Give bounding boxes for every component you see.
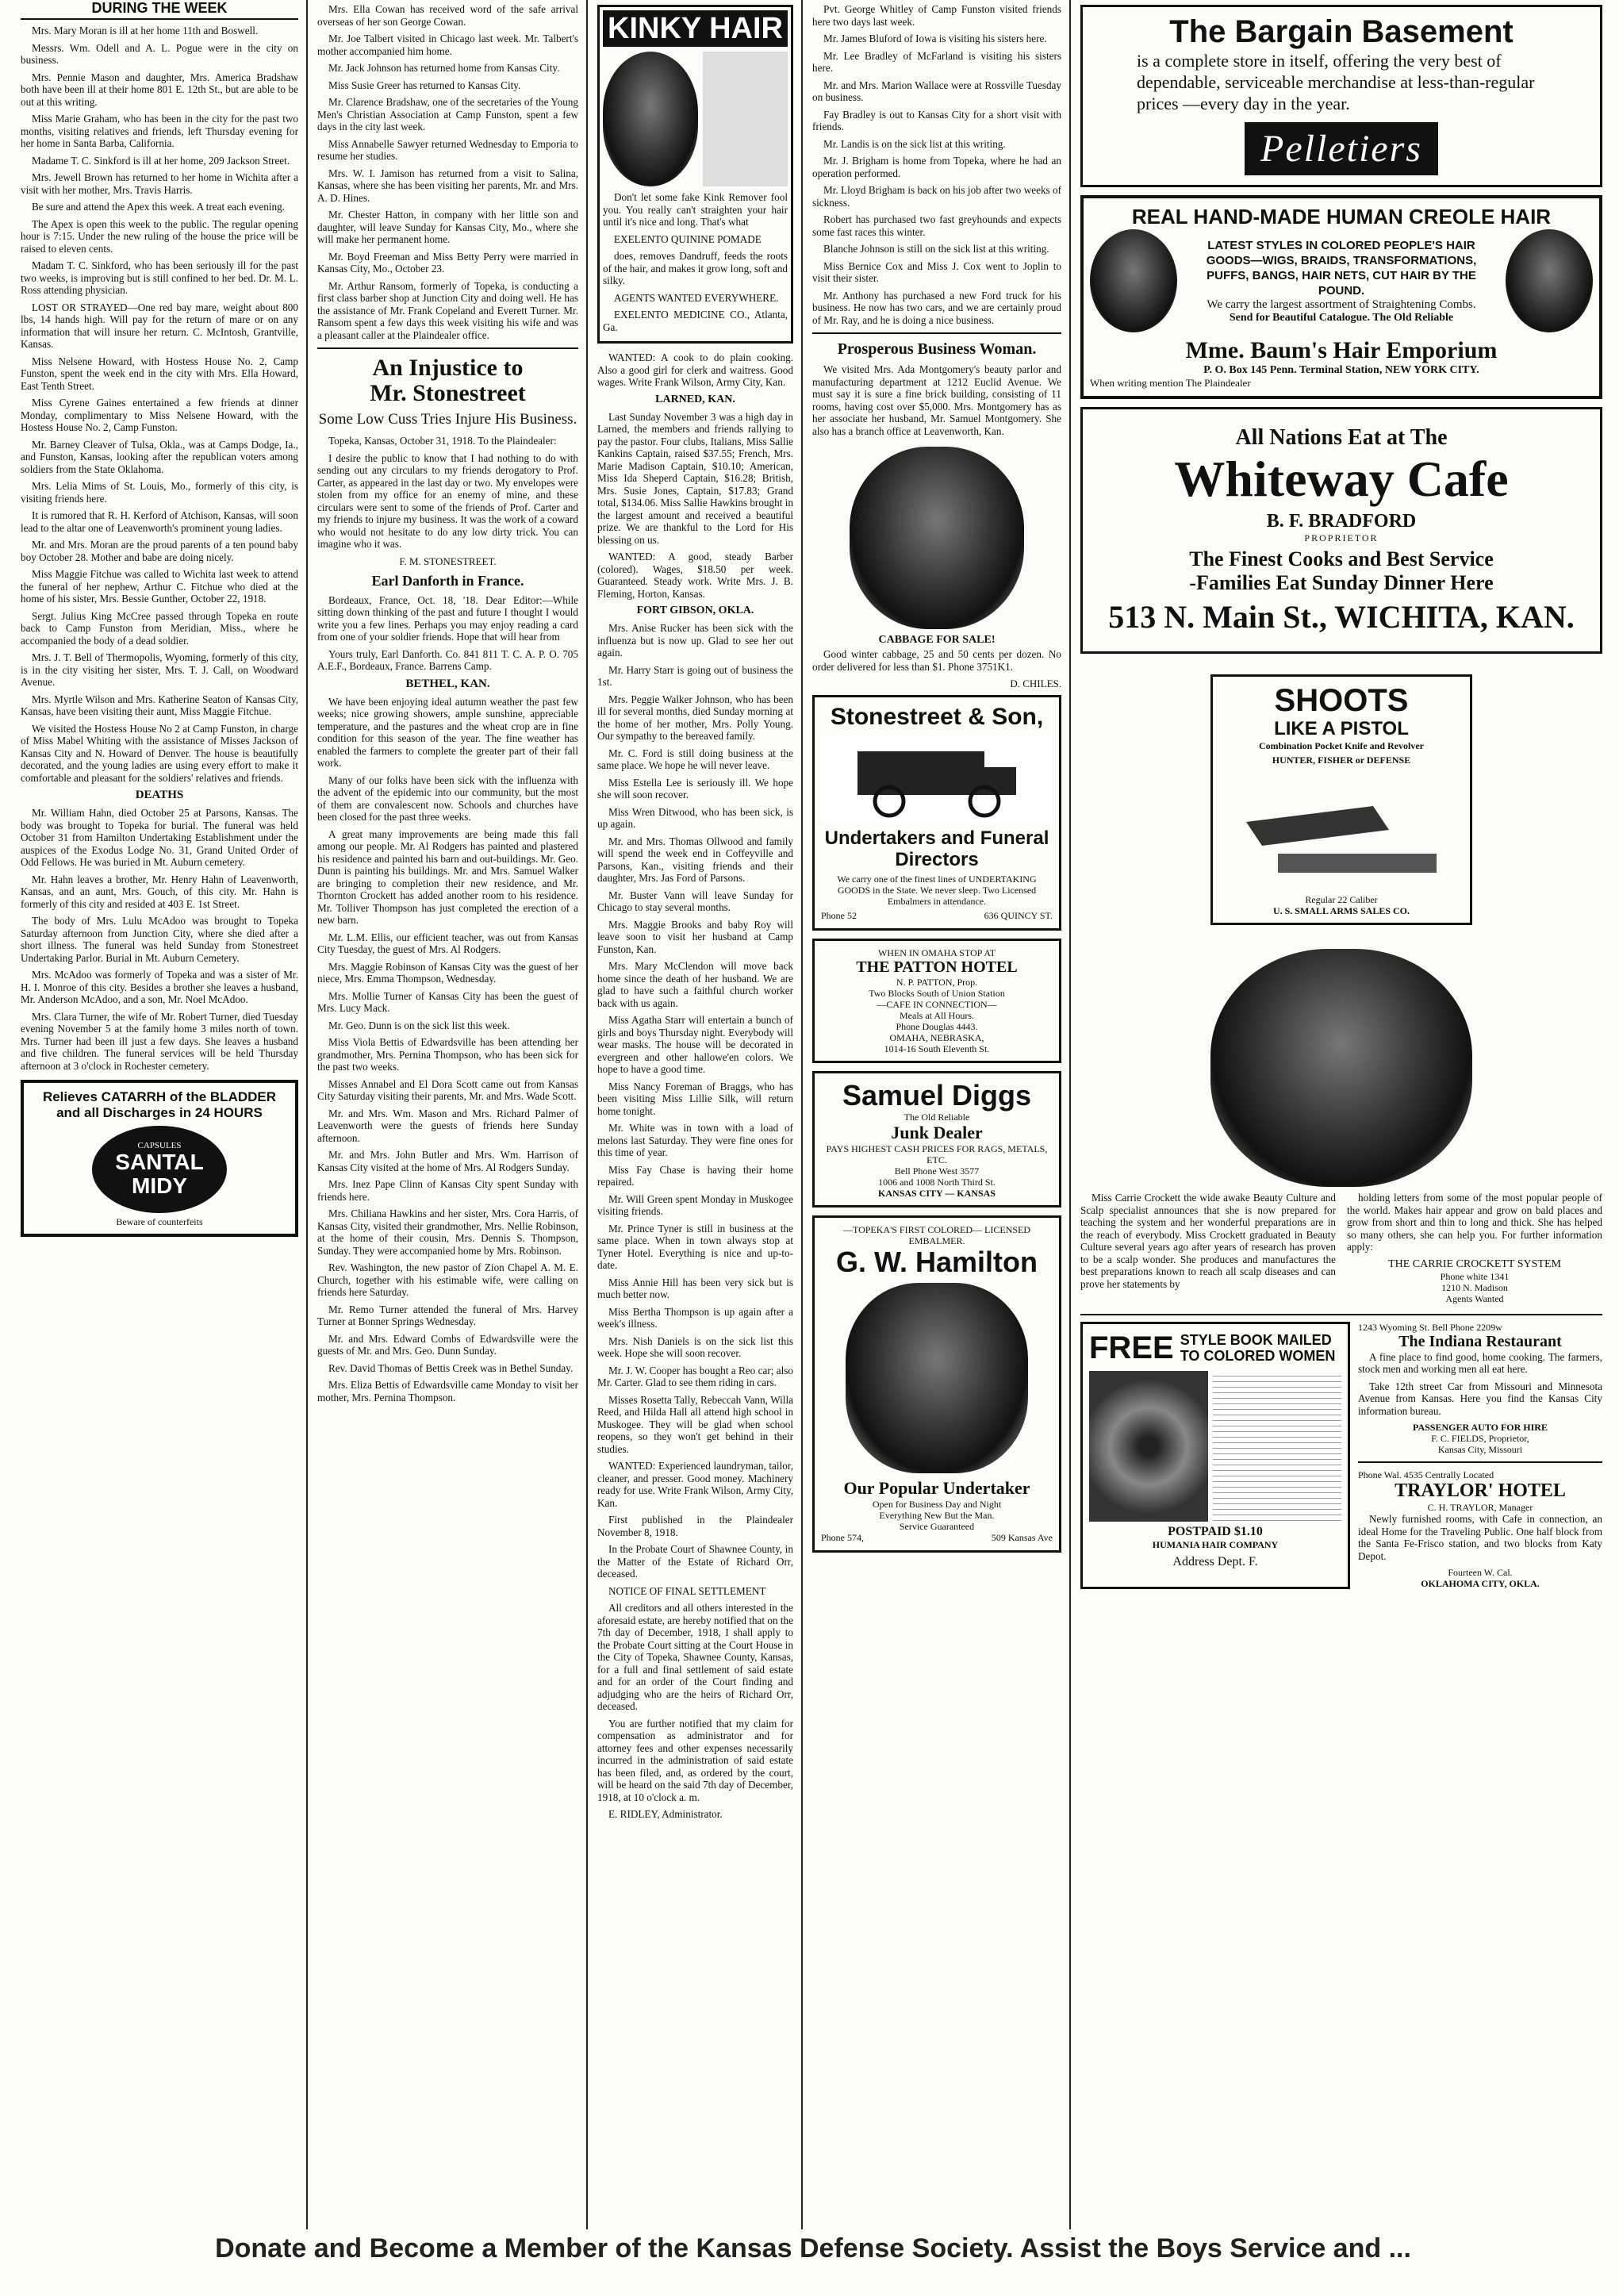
news-item: Mr. White was in town with a load of melons last Saturday. They were fine ones for this time of year. — [597, 1122, 793, 1158]
patton-hotel-ad — [812, 939, 1061, 1063]
business-text: We carry one of the finest lines of UNDERTAKING GOODS in the State. We never sleep. Two Licensed Embalmers in attendance. — [837, 873, 1037, 907]
business-name: Mme. Baum's Hair Emporium — [1185, 337, 1498, 363]
capsule-logo — [92, 1126, 227, 1213]
news-item: A great many improvements are being made this fall among our people. Mr. Al Rodgers has painted and plastered his residence and painted his barn and out-buildings. Mr. Geo. Dunn is painting his buildings. Mr. and Mrs. Samuel Walker are bringing to completion their new residence, and Mr. Thornton Crockett has added another room to his residence. Mr. Tolliver Thompson has just completed the erection of a new barn. — [317, 827, 578, 926]
caption: Our Popular Undertaker — [843, 1478, 1030, 1498]
price: POSTPAID $1.10 — [1168, 1524, 1263, 1538]
ad-pre: —TOPEKA'S FIRST COLORED— LICENSED EMBALMER. — [842, 1224, 1031, 1246]
deaths-heading: DEATHS — [135, 789, 184, 801]
news-item: Miss Maggie Fitchue was called to Wichita last week to attend the funeral of her nephew, Arthur C. Fitchue who died at the home of his sister, Mrs. Bessie Gunther, October 22, 1918. — [21, 568, 298, 605]
ad-title: STYLE BOOK MAILED TO COLORED WOMEN — [1180, 1332, 1336, 1364]
address: 636 QUINCY ST. — [984, 910, 1053, 921]
personal-items — [812, 3, 1061, 326]
letter-signature: F. M. STONESTREET. — [399, 555, 497, 567]
news-item: The Apex is open this week to the public. The regular opening hour is 7:15. Under the new ruling of the house the price will be raised to eleven cents. — [21, 217, 298, 255]
news-item: E. RIDLEY, Administrator. — [608, 1808, 723, 1820]
company: HUMANIA HAIR COMPANY — [1152, 1538, 1279, 1550]
restaurant-name: The Indiana Restaurant — [1398, 1332, 1562, 1350]
news-item: Mrs. Maggie Robinson of Kansas City was the guest of her niece, Mrs. Emma Thompson, Wednesday. — [317, 960, 578, 985]
business-name: Stonestreet & Son, — [830, 704, 1044, 730]
ad-headline: Relieves CATARRH of the BLADDER and all Discharges in 24 HOURS — [42, 1089, 277, 1120]
headline-line-2: Mr. Stonestreet — [370, 380, 526, 406]
maker: U. S. SMALL ARMS SALES CO. — [1272, 905, 1410, 916]
news-item: Mr. James Bluford of Iowa is visiting his sisters here. — [823, 33, 1047, 44]
news-item: Miss Wren Ditwood, who has been sick, is up again. — [597, 805, 793, 830]
news-item: Mrs. Ella Cowan has received word of the safe arrival overseas of her son George Cowan. — [317, 3, 578, 28]
ad-pre: All Nations Eat at The — [1235, 425, 1448, 450]
prosperous-heading: Prosperous Business Woman. — [837, 340, 1037, 358]
ad-title: KINKY HAIR — [603, 10, 788, 47]
knife-pistol-image — [1219, 770, 1464, 889]
news-item: Mr. Lee Bradley of McFarland is visiting his sisters here. — [812, 49, 1061, 74]
column-rule — [306, 0, 308, 2229]
cabbage-heading: CABBAGE FOR SALE! — [878, 634, 996, 646]
news-item: Many of our folks have been sick with the influenza with the advent of the epidemic into our community, but the most of them are convalescent now. Schools and churches have been closed for the past three weeks. — [317, 774, 578, 823]
news-item: Mrs. Chiliana Hawkins and her sister, Mrs. Cora Harris, of Kansas City, visited their grandmother, Mrs. Nellie Robinson, at the home of their cousin, Mrs. Dennis S. Thompson, Sunday. They were accompanied home by Mrs. Robinson. — [317, 1208, 578, 1257]
agents-note: Agents Wanted — [1445, 1292, 1504, 1304]
ad-line: LATEST STYLES IN COLORED PEOPLE'S HAIR GOODS—WIGS, BRAIDS, TRANSFORMATIONS, PUFFS, BANGS, HAIR NETS, CUT HAIR BY THE POUND. — [1206, 238, 1477, 298]
column-3 — [591, 0, 800, 2229]
letter-body — [317, 435, 578, 551]
column-4 — [806, 0, 1068, 2229]
ad-note: Beware of counterfeits — [116, 1216, 203, 1227]
crockett-text-left: Miss Carrie Crockett the wide awake Beauty Culture and Scalp specialist announces that she is now prepared for teaching the system and her wonderful preparations are in the reach of everybody. Miss Crockett graduated in Beauty Culture several years ago after years of research has proven to be a scalp wonder. She produces and manufactures the best preparations known to reach all scalp diseases and can prove her statements by — [1080, 1192, 1336, 1290]
ad-line: Don't let some fake Kink Remover fool you. You really can't straighten your hair until it's nice and long. That's what — [603, 191, 788, 228]
ad-line: EXELENTO QUININE POMADE — [614, 232, 762, 245]
news-item: Mr. Barney Cleaver of Tulsa, Okla., was at Camps Dodge, Ia., and Funston, Kansas, looking after the republican voters among soldiers from the State Oklahoma. — [21, 438, 298, 475]
news-item: Miss Bernice Cox and Miss J. Cox went to Joplin to visit their sister. — [812, 259, 1061, 284]
news-item: You are further notified that my claim for compensation as administrator and for attorney fees and other expenses necessarily incurred in the administration of said estate has been filed, and, as ordered by the court, will be heard on the said 7th day of December, 1918, at 10 o'clock a. m. — [597, 1717, 793, 1803]
bargain-basement-ad — [1080, 5, 1602, 187]
owner: B. F. BRADFORD — [1266, 511, 1417, 532]
style-book-ad — [1080, 1322, 1350, 1590]
news-item: Mrs. Pennie Mason and daughter, Mrs. America Bradshaw both have been ill at their home 801 E. 12th St., but are able to be out at this writing. — [21, 71, 298, 108]
ad-line: EXELENTO MEDICINE CO., Atlanta, Ga. — [603, 309, 788, 333]
death-notice: Mrs. McAdoo was formerly of Topeka and was a sister of Mr. H. I. Monroe of this city. Besides a brother she leaves a husband, Mr. Anderson McAdoo, and a son, Mr. Noel McAdoo. — [21, 969, 298, 1005]
death-notice: Mrs. Clara Turner, the wife of Mr. Robert Turner, died Tuesday evening November 5 at the family home 3 miles north of town. Mrs. Turner had been ill just a few days. She leaves a husband and five children. The funeral services will be held Thursday afternoon at 3 o'clock in Rochester cemetery. — [21, 1010, 298, 1072]
hotel-text: Newly furnished rooms, with Cafe in connection, an ideal Home for the Traveling Public. One half block from the Santa Fe-Frisco station, and two blocks from Katy Depot. — [1358, 1513, 1602, 1562]
ad-line: HUNTER, FISHER or DEFENSE — [1272, 754, 1411, 766]
letter-paragraph: Yours truly, Earl Danforth. Co. 841 811 T. C. A. P. O. 705 A.E.F., Bordeaux, France. Barrens Camp. — [317, 647, 578, 672]
bethel-news — [317, 696, 578, 1404]
news-item: Mr. Lloyd Brigham is back on his job after two weeks of sickness. — [812, 184, 1061, 209]
news-item: Mrs. Mary Moran is ill at her home 11th and Boswell. — [32, 25, 259, 36]
news-item: Mrs. Maggie Brooks and baby Roy will leave soon to visit her husband at Camp Funston, Kan. — [597, 918, 793, 955]
whiteway-cafe-ad — [1080, 407, 1602, 654]
crockett-portrait — [1210, 949, 1472, 1187]
ad-line: Regular 22 Caliber — [1305, 894, 1378, 905]
proprietor: F. C. FIELDS, Proprietor, — [1431, 1433, 1529, 1444]
news-item: All creditors and all others interested in the aforesaid estate, are hereby notified that on the 7th day of December, 1918, I shall apply to the Probate Court sitting at the Court House in the City of Topeka, Shawnee County, Kansas, for a full and final settlement of said estate and for an order of the Court finding and adjudging who are the heirs of Richard Orr, deceased. — [597, 1602, 793, 1712]
news-item: Mr. and Mrs. John Butler and Mrs. Wm. Harrison of Kansas City visited at the home of Mrs. Al Rodgers Sunday. — [317, 1149, 578, 1173]
news-item: Mr. Prince Tyner is still in business at the same place. When in town always stop at Tyner Hotel. Everything is nice and up-to-date. — [597, 1222, 793, 1271]
news-item: Mr. and Mrs. Thomas Ollwood and family will spend the week end in Coffeyville and Parsons, Kan., visiting friends and their daughter, Mrs. Jas Ford of Parsons. — [597, 835, 793, 884]
restaurant-directions: Take 12th street Car from Missouri and Minnesota Avenue from Kansas. Here you find the Kansas City information bureau. — [1358, 1380, 1602, 1417]
letter-paragraph: Bordeaux, France, Oct. 18, '18. Dear Editor:—While sitting down thinking of the past and future I thought I would write you a few lines. Perhaps you may enjoy reading a card from one of your soldier friends. Hope that will hear from — [317, 593, 578, 643]
shoots-pistol-ad — [1210, 674, 1472, 925]
column-rule — [801, 0, 803, 2229]
news-item: We visited the Hostess House No 2 at Camp Funston, in charge of Miss Mabel Whiting with the assistance of Misses Jackson of Kansas City and N. Howard of Denver. The house is beautifully decorated, and the young ladies are using every effort to make it comfortable and pleasant for the soldiers' relatives and friends. — [21, 722, 298, 784]
news-item: Messrs. Wm. Odell and A. L. Pogue were in the city on business. — [21, 41, 298, 66]
news-item: Mrs. Mary McClendon will move back home since the death of her husband. We are glad to have such a faithful church worker back with us again. — [597, 960, 793, 1009]
address: 1006 and 1008 North Third St. — [878, 1177, 996, 1188]
ad-title: The Bargain Basement — [1169, 14, 1513, 49]
baum-hair-ad — [1080, 195, 1602, 399]
line: PAYS HIGHEST CASH PRICES FOR RAGS, METALS, ETC. — [826, 1143, 1048, 1165]
news-item: Mr. Geo. Dunn is on the sick list this week. — [328, 1019, 510, 1031]
fort-gibson-news — [597, 622, 793, 1821]
tagline: The Old Reliable — [903, 1112, 970, 1123]
proprietor: N. P. PATTON, Prop. — [896, 977, 978, 988]
line: —CAFE IN CONNECTION— — [877, 999, 997, 1010]
pelletiers-logo: Pelletiers — [1245, 122, 1438, 175]
larned-heading: LARNED, KAN. — [655, 393, 735, 405]
auto-for-hire: PASSENGER AUTO FOR HIRE — [1413, 1422, 1548, 1433]
news-item: Mrs. Mollie Turner of Kansas City has been the guest of Mrs. Lucy Mack. — [317, 989, 578, 1014]
news-item: Mr. Joe Talbert visited in Chicago last week. Mr. Talbert's mother accompanied him home. — [317, 33, 578, 57]
news-item: Mr. J. Brigham is home from Topeka, where he had an operation performed. — [812, 155, 1061, 179]
business-title: Undertakers and Funeral Directors — [824, 827, 1049, 870]
phone: Bell Phone West 3577 — [894, 1165, 980, 1177]
larned-news — [597, 411, 793, 601]
business-name: THE CARRIE CROCKETT SYSTEM — [1388, 1257, 1561, 1270]
news-item: WANTED: Experienced laundryman, tailor, cleaner, and presser. Good money. Machinery ready for use. Write Frank Wilson, Army City, Kan. — [597, 1460, 793, 1509]
address: 1014-16 South Eleventh St. — [884, 1043, 990, 1054]
death-notice: The body of Mrs. Lulu McAdoo was brought to Topeka Saturday afternoon from Junction City, where she died after a short illness. The funeral was held Sunday from Stonestreet Undertaking Parlor. Burial in Mt. Auburn Cemetery. — [21, 915, 298, 964]
letter-paragraph: I desire the public to know that I had nothing to do with sending out any circulars to my friends derogatory to Prof. Carter, as appeared in the last day or two. My envelopes were stolen from my office for an enemy of mine, and these circulars were sent to some of the friends of Prof. Carter and my friends to injure my business. It was the work of a coward who would not hesitate to do any low dirty trick. You can imagine who it was. — [317, 451, 578, 550]
news-item: LOST OR STRAYED—One red bay mare, weight about 800 lbs, 14 hands high. Will pay for the return of mare or on any information that will insure her return. C. McIntosh, Grantville, Kansas. — [21, 301, 298, 350]
news-item: Mr. Anthony has purchased a new Ford truck for his business. He now has two cars, and we are certainly proud of Mr. Ray, and he is doing a nice business. — [812, 289, 1061, 326]
ad-headline: REAL HAND-MADE HUMAN CREOLE HAIR — [1131, 205, 1552, 228]
news-item: Mr. Harry Starr is going out of business the 1st. — [597, 663, 793, 688]
news-item: Mr. Boyd Freeman and Miss Betty Perry were married in Kansas City, Mo., October 23. — [317, 250, 578, 275]
news-item: It is rumored that R. H. Kerford of Atchison, Kansas, will soon lead to the altar one of Leavenworth's prominent young ladies. — [21, 509, 298, 534]
line: Open for Business Day and Night — [872, 1499, 1002, 1510]
fort-gibson-heading: FORT GIBSON, OKLA. — [636, 605, 754, 616]
news-item: Mrs. J. T. Bell of Thermopolis, Wyoming, formerly of this city, is in the city visiting her sister, Mrs. T. J. Call, on Woodward Avenue. — [21, 651, 298, 688]
news-item: Mrs. Anise Rucker has been sick with the influenza but is now up. Glad to see her out again. — [597, 622, 793, 658]
address: Address Dept. F. — [1172, 1554, 1258, 1568]
news-item: Pvt. George Whitley of Camp Funston visited friends here two days last week. — [812, 3, 1061, 28]
news-item: Mrs. Lelia Mims of St. Louis, Mo., formerly of this city, is visiting friends here. — [21, 480, 298, 505]
news-item: Sergt. Julius King McCree passed through Topeka en route back to Camp Funston from Meridian, Miss., where he accompanied the body of a dead soldier. — [21, 609, 298, 647]
hearse-image — [821, 735, 1053, 823]
news-item: Be sure and attend the Apex this week. A treat each evening. — [32, 201, 285, 213]
news-item: Mr. Clarence Bradshaw, one of the secretaries of the Young Men's Christian Association at Camp Funston, spent a few days in the city last week. — [317, 96, 578, 132]
news-item: Mr. Will Green spent Monday in Muskogee visiting friends. — [597, 1192, 793, 1217]
news-item: Mrs. Nish Daniels is on the sick list this week. Hope she will soon recover. — [597, 1334, 793, 1359]
death-notice: Mr. Hahn leaves a brother, Mr. Henry Hahn of Leavenworth, Kansas, and an aunt, Mrs. Gouch, of this city. Mr. Hahn is formerly of this city and resided at 403 E. 1st Street. — [21, 873, 298, 910]
news-item: Miss Estella Lee is seriously ill. We hope she will soon recover. — [597, 776, 793, 801]
classified-item: WANTED: A cook to do plain cooking. Also a good girl for clerk and waitress. Good wages. Write Frank Wilson, Army City, Kan. — [597, 351, 793, 388]
news-item: Last Sunday November 3 was a high day in Larned, the members and friends rallying to pay the pastor. Four clubs, Italians, Miss Sallie Kankins Captain, raised $37.55; French, Mrs. Marie Madison Captain, $10.10; American, Miss Ida Sheperd Captain, $16.28; British, Mrs. Susie Jones, Captain, $17.83; Grand total, $134.06. Miss Sallie Hawkins brought in the largest amount and received a beautiful prize. We are thankful to the Lord for His blessing on us. — [597, 410, 793, 546]
news-item: Mr. Remo Turner attended the funeral of Mrs. Harvey Turner at Bonner Springs Wednesday. — [317, 1303, 578, 1327]
ad-line: Combination Pocket Knife and Revolver — [1259, 740, 1424, 751]
address: 509 Kansas Ave — [991, 1532, 1053, 1543]
ad-note: When writing mention The Plaindealer — [1090, 377, 1251, 389]
hotel-name: THE PATTON HOTEL — [856, 958, 1018, 976]
city: OKLAHOMA CITY, OKLA. — [1421, 1578, 1540, 1589]
death-notice: Mr. William Hahn, died October 25 at Parsons, Kansas. The body was brought to Topeka for burial. The funeral was held October 31 from Hamilton Undertaking Establishment under the auspices of the Exodus Lodge No. 31, Grand United Order of Odd Fellows. He was buried in Mt. Auburn cemetery. — [21, 807, 298, 868]
news-item: Misses Rosetta Tally, Rebeccah Vann, Willa Reed, and Hilda Hall all attend high school in Muskogee. They will be glad when school reopens, so they won't get behind in their studies. — [597, 1393, 793, 1455]
footer-banner: Donate and Become a Member of the Kansas Defense Society. Assist the Boys Service and ... — [215, 2233, 1411, 2263]
capsule-label: CAPSULES — [137, 1141, 182, 1150]
ad-line: does, removes Dandruff, feeds the roots of the hair, and makes it grow long, soft and silky. — [603, 250, 788, 286]
personal-items — [317, 3, 578, 341]
news-item: Miss Agatha Starr will entertain a bunch of girls and boys Thursday night. Everybody will wear masks. The house will be decorated in evergreen and other hallowe'en colors. We hope to have a good time. — [597, 1014, 793, 1075]
ad-line: -Families Eat Sunday Dinner Here — [1189, 571, 1494, 594]
kinky-hair-ad — [597, 5, 793, 344]
death-notices — [21, 807, 298, 1072]
headline: An Injustice to — [372, 355, 524, 381]
ad-line: Send for Beautiful Catalogue. The Old Reliable — [1229, 311, 1454, 324]
phone: Phone white 1341 — [1440, 1270, 1510, 1282]
news-item: Mrs. W. I. Jamison has returned from a visit to Salina, Kansas, where she has been visiting her parents, Mr. and Mrs. A. D. Hines. — [317, 167, 578, 204]
section-header: DURING THE WEEK — [21, 0, 298, 20]
address: 513 N. Main St., WICHITA, KAN. — [1108, 599, 1575, 635]
brand-name: SANTAL MIDY — [115, 1150, 204, 1198]
line: Two Blocks South of Union Station — [869, 988, 1005, 999]
portrait-image — [1090, 229, 1177, 332]
hair-piece-image — [1089, 1371, 1208, 1522]
business-name: G. W. Hamilton — [835, 1246, 1038, 1278]
proprietor-label: PROPRIETOR — [1304, 532, 1379, 543]
column-5 — [1074, 0, 1609, 2229]
news-item: Miss Annabelle Sawyer returned Wednesday to Emporia to resume her studies. — [317, 137, 578, 162]
wanted-ads — [597, 351, 793, 389]
crockett-text-right: holding letters from some of the most popular people of the world. Makes hair appear and grow on bald places and grow from short and thin to long and thick. She has helped so many others, she can help you. For further information apply: — [1347, 1192, 1602, 1253]
news-item: Mr. J. W. Cooper has bought a Reo car; also Mr. Carter. Glad to see them riding in cars. — [597, 1364, 793, 1388]
manager: C. H. TRAYLOR, Manager — [1427, 1502, 1533, 1513]
news-item: Mr. C. Ford is still doing business at the same place. We hope he will never leave. — [597, 747, 793, 771]
cabbage-text: Good winter cabbage, 25 and 50 cents per dozen. No order delivered for less than $1. Phone 3751K1. — [812, 648, 1061, 673]
news-item: NOTICE OF FINAL SETTLEMENT — [608, 1584, 766, 1597]
news-item: Misses Annabel and El Dora Scott came out from Kansas City Saturday visiting their parents, Mr. and Mrs. Wade Scott. — [317, 1077, 578, 1102]
local-items — [21, 25, 298, 784]
ad-copy — [603, 191, 788, 333]
column-2 — [311, 0, 585, 2229]
letter-paragraph: Topeka, Kansas, October 31, 1918. To the Plaindealer: — [328, 435, 557, 447]
news-item: Robert has purchased two fast greyhounds and expects some fast races this winter. — [812, 213, 1061, 238]
prosperous-article — [812, 363, 1061, 442]
news-item: Mr. and Mrs. Edward Combs of Edwardsville were the guests of Mr. and Mrs. Geo. Dunn Sunday. — [317, 1332, 578, 1357]
bethel-heading: BETHEL, KAN. — [405, 677, 490, 690]
address: 1210 N. Madison — [1441, 1281, 1508, 1293]
news-item: First published in the Plaindealer November 8, 1918. — [597, 1514, 793, 1538]
hamilton-ad — [812, 1215, 1061, 1553]
ad-line: AGENTS WANTED EVERYWHERE. — [614, 291, 779, 304]
news-item: Miss Annie Hill has been very sick but is much better now. — [597, 1276, 793, 1300]
stonestreet-ad — [812, 695, 1061, 931]
news-item: Miss Fay Chase is having their home repaired. — [597, 1163, 793, 1188]
fine-print — [1213, 1371, 1341, 1522]
news-item: Mr. and Mrs. Wm. Mason and Mrs. Richard Palmer of Leavenworth were the guests of friends here Sunday afternoon. — [317, 1107, 578, 1144]
city: Kansas City, Missouri — [1437, 1444, 1523, 1455]
news-item: Miss Cyrene Gaines entertained a few friends at dinner Monday, complimentary to Miss Nelsene Howard, with the Hostess House No. 2, Camp Funston. — [21, 397, 298, 433]
news-item: Mr. Chester Hatton, in company with her little son and daughter, will leave Sunday for Kansas City, Mo., where she will make her permanent home. — [317, 209, 578, 245]
news-item: Mr. and Mrs. Marion Wallace were at Rossville Tuesday on business. — [812, 79, 1061, 103]
business-title: Junk Dealer — [891, 1123, 983, 1142]
news-item: WANTED: A good, steady Barber (colored). Wages, $18.50 per week. Guaranteed. Steady work. Write Mrs. J. B. Fleming, Horton, Kansas. — [597, 551, 793, 600]
news-item: Rev. David Thomas of Bettis Creek was in Bethel Sunday. — [328, 1361, 574, 1374]
cabbage-signature: D. CHILES. — [1010, 678, 1061, 689]
subheadline: Some Low Cuss Tries Injure His Business. — [318, 411, 577, 428]
news-item: Madame T. C. Sinkford is ill at her home, 209 Jackson Street. — [32, 154, 290, 167]
line: Meals at All Hours. — [900, 1010, 974, 1021]
news-item: Mrs. Myrtle Wilson and Mrs. Katherine Seaton of Kansas City, Kansas, have been visiting their aunt, Miss Maggie Fitchue. — [21, 693, 298, 717]
ad-line: We carry the largest assortment of Straightening Combs. — [1207, 298, 1476, 311]
ad-pre: WHEN IN OMAHA STOP AT — [877, 947, 996, 958]
news-item: Blanche Johnson is still on the sick list at this writing. — [823, 243, 1049, 255]
news-item: Mrs. Eliza Bettis of Edwardsville came Monday to visit her mother, Mrs. Pernina Thompson. — [317, 1379, 578, 1403]
news-item: Miss Bertha Thompson is up again after a week's illness. — [597, 1305, 793, 1330]
business-name: Whiteway Cafe — [1174, 451, 1509, 507]
news-item: In the Probate Court of Shawnee County, in the Matter of the Estate of Richard Orr, deceased. — [597, 1543, 793, 1580]
news-item: Mrs. Inez Pape Clinn of Kansas City spent Sunday with friends here. — [317, 1178, 578, 1203]
portrait-image — [1506, 229, 1593, 332]
line: Service Guaranteed — [899, 1521, 975, 1532]
column-1 — [14, 0, 305, 2229]
portrait-image — [846, 1283, 1028, 1473]
news-item: Mr. Jack Johnson has returned home from Kansas City. — [328, 62, 560, 74]
line: Everything New But the Man. — [879, 1510, 995, 1521]
news-item: Mr. Arthur Ransom, formerly of Topeka, is conducting a first class barber shop at Junction City and doing well. He has the assistance of Mr. Frank Copeland and Everett Turner. Mr. Ransom spent a few days this week visiting his wife and was a pleasant caller at the Plaindealer office. — [317, 279, 578, 341]
city: OMAHA, NEBRASKA, — [889, 1032, 984, 1043]
news-item: Mrs. Jewell Brown has returned to her home in Wichita after a visit with her mother, Mrs. Travis Harris. — [21, 171, 298, 196]
restaurant-top-line: 1243 Wyoming St. Bell Phone 2209w — [1358, 1321, 1502, 1333]
business-name: Samuel Diggs — [842, 1079, 1032, 1112]
news-item: Miss Viola Bettis of Edwardsville has been attending her grandmother, Mrs. Pernina Thompson, who has been sick for the past two weeks. — [317, 1036, 578, 1073]
news-item: Mr. Buster Vann will leave Sunday for Chicago to stay several months. — [597, 889, 793, 913]
santal-midy-ad — [21, 1080, 298, 1237]
news-item: Miss Nelsene Howard, with Hostess House No. 2, Camp Funston, spent the week end in the city with Mrs. Ella Howard, East Tenth Street. — [21, 355, 298, 392]
ad-title: SHOOTS — [1274, 683, 1409, 718]
hotel-name: TRAYLOR' HOTEL — [1395, 1480, 1566, 1501]
hotel-phone: Phone Wal. 4535 Centrally Located — [1358, 1469, 1494, 1480]
phone: Phone 52 — [821, 910, 857, 921]
ad-line: The Finest Cooks and Best Service — [1189, 547, 1494, 570]
news-item: Miss Nancy Foreman of Braggs, who has been visiting Miss Lillie Silk, will return home tonight. — [597, 1080, 793, 1117]
danforth-letter — [317, 594, 578, 673]
news-item: We have been enjoying ideal autumn weather the past few weeks; nice growing showers, ample sunshine, appreciable temperature, and the pastures and the wheat crop are in fine condition for this season of the year. The fine weather has enabled the farmers to complete the greater part of their fall work. — [317, 695, 578, 769]
product-tin-image — [703, 52, 788, 186]
city: KANSAS CITY — KANSAS — [878, 1188, 996, 1199]
portrait-image — [850, 447, 1024, 629]
news-item: Miss Susie Greer has returned to Kansas City. — [328, 79, 521, 91]
line: Phone Douglas 4443. — [896, 1021, 978, 1032]
news-item: Miss Marie Graham, who has been in the city for the past two months, visiting relatives and friends, left Thursday evening for her home in Santa Barba, California. — [21, 113, 298, 149]
column-rule — [586, 0, 588, 2229]
portrait-image — [603, 52, 698, 186]
news-item: Madam T. C. Sinkford, who has been seriously ill for the past two weeks, is improving but is still confined to her bed. Dr. M. L. Ross attending physician. — [21, 259, 298, 296]
address: Fourteen W. Cal. — [1448, 1567, 1513, 1578]
column-rule — [1069, 0, 1071, 2229]
news-item: Fay Bradley is out to Kansas City for a short visit with friends. — [812, 108, 1061, 132]
phone: Phone 574, — [821, 1532, 864, 1543]
news-item: Mr. L.M. Ellis, our efficient teacher, was out from Kansas City Tuesday, the guest of Mrs. Al Rodgers. — [317, 931, 578, 955]
restaurant-text: A fine place to find good, home cooking. The farmers, stock men and working men all eat here. — [1358, 1350, 1602, 1375]
article-paragraph: We visited Mrs. Ada Montgomery's beauty parlor and manufacturing department at 1212 Euclid Avenue. We must say it is sure a fine brick building, consisting of 11 rooms, having cost over $5,000. Mrs. Montgomery has as her associate her husband, Mr. Samuel Montgomery. She also has a branch office at Leavenworth, Kan. — [812, 363, 1061, 437]
address: P. O. Box 145 Penn. Terminal Station, NEW YORK CITY. — [1203, 364, 1479, 376]
danforth-heading: Earl Danforth in France. — [371, 572, 524, 589]
samuel-diggs-ad — [812, 1071, 1061, 1208]
free-label: FREE — [1089, 1330, 1174, 1365]
news-item: Rev. Washington, the new pastor of Zion Chapel A. M. E. Church, together with his estimable wife, were calling on friends here Saturday. — [317, 1261, 578, 1298]
ad-subtitle: LIKE A PISTOL — [1274, 718, 1409, 739]
crockett-ad — [1080, 1192, 1602, 1304]
news-item: Mrs. Peggie Walker Johnson, who has been ill for several months, died Sunday morning at the home of her mother, Mrs. Polly Young. Our sympathy to the bereaved family. — [597, 693, 793, 742]
news-item: Mr. and Mrs. Moran are the proud parents of a ten pound baby boy October 28. Mother and babe are doing nicely. — [21, 539, 298, 563]
news-item: Mr. Landis is on the sick list at this writing. — [823, 137, 1006, 150]
ad-text: is a complete store in itself, offering the very best of dependable, serviceable merchandise at less-than-regular prices —every day in the year. — [1137, 51, 1535, 113]
